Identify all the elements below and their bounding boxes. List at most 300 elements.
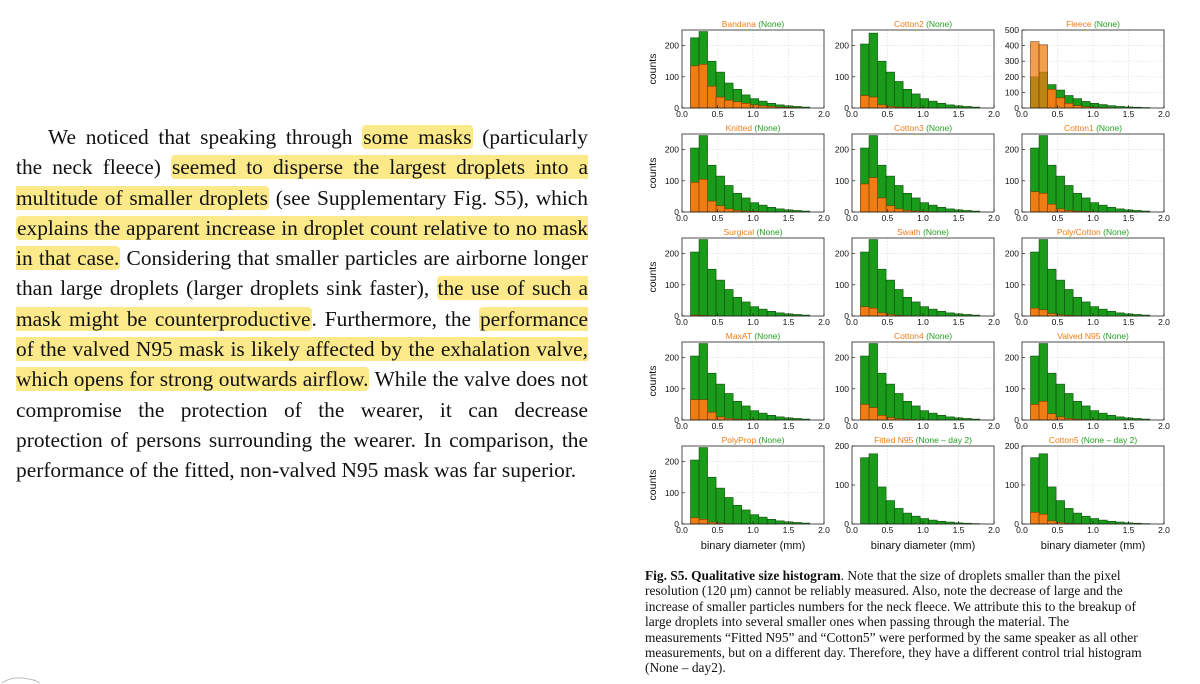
panel-mask-name: Fleece — [1066, 19, 1092, 29]
y-tick-label: 200 — [834, 144, 849, 155]
control-bar — [912, 94, 921, 108]
mask-bar — [1031, 404, 1040, 420]
control-bar — [742, 302, 751, 316]
x-tick-label: 0.0 — [1016, 213, 1028, 223]
control-bar — [869, 454, 878, 524]
x-tick-label: 0.0 — [846, 317, 858, 327]
histogram-panel — [1005, 19, 1170, 119]
panel-title — [894, 19, 952, 29]
highlighted-text: explains the apparent increase in droplet count relative to no mask in that case. — [16, 215, 588, 271]
histogram-panel — [835, 435, 1000, 552]
panel-title — [726, 123, 781, 133]
panel-title — [726, 331, 781, 341]
panel-mask-name: Cotton4 — [893, 331, 924, 341]
mask-bar — [861, 184, 870, 212]
x-tick-label: 1.5 — [1122, 213, 1135, 223]
mask-bar — [1039, 45, 1048, 108]
x-tick-label: 1.0 — [1087, 525, 1099, 535]
control-bar — [912, 198, 921, 212]
x-tick-label: 1.5 — [952, 421, 965, 431]
control-bar — [895, 289, 904, 316]
y-tick-label: 200 — [834, 441, 849, 451]
control-bar — [759, 205, 768, 212]
x-tick-label: 0.0 — [846, 213, 858, 223]
mask-bar — [742, 103, 751, 108]
y-tick-label: 400 — [1004, 40, 1019, 51]
y-tick-label: 100 — [834, 279, 849, 290]
y-tick-label: 100 — [664, 279, 679, 290]
x-tick-label: 0.0 — [1016, 525, 1028, 535]
histogram-panel — [647, 227, 830, 327]
control-bar — [1056, 384, 1065, 420]
control-bar — [878, 61, 887, 108]
y-tick-label: 100 — [1004, 383, 1019, 394]
panel-control-name: (None) — [754, 227, 783, 237]
panel-title — [722, 435, 785, 445]
control-bar — [1082, 302, 1091, 316]
control-bar — [937, 311, 946, 316]
y-tick-label: 200 — [1004, 144, 1019, 155]
y-tick-label: 0 — [674, 311, 679, 321]
x-tick-label: 2.0 — [818, 213, 830, 223]
control-bar — [946, 209, 955, 212]
x-tick-label: 0.5 — [1051, 109, 1064, 119]
x-tick-label: 1.5 — [952, 109, 965, 119]
x-tick-label: 2.0 — [988, 109, 1000, 119]
panel-title — [1066, 19, 1120, 29]
control-bar — [742, 406, 751, 420]
x-tick-label: 0.5 — [1051, 317, 1064, 327]
panel-title — [1057, 227, 1129, 237]
control-bar — [725, 289, 734, 316]
x-tick-label: 2.0 — [988, 317, 1000, 327]
panel-control-name: (None) — [752, 123, 781, 133]
mask-bar — [750, 105, 759, 108]
x-tick-label: 2.0 — [988, 525, 1000, 535]
control-bar — [946, 105, 955, 108]
control-bar — [1116, 417, 1125, 420]
histogram-panel — [835, 19, 1000, 119]
y-axis-label: counts — [647, 469, 659, 501]
control-bar — [869, 240, 878, 316]
x-tick-label: 0.0 — [1016, 109, 1028, 119]
control-bar — [716, 280, 725, 316]
control-bar — [1039, 240, 1048, 316]
mask-bar — [1039, 514, 1048, 524]
control-bar — [929, 520, 938, 524]
y-tick-label: 200 — [664, 352, 679, 363]
control-bar — [929, 205, 938, 212]
control-bar — [750, 411, 759, 420]
x-tick-label: 1.0 — [917, 317, 929, 327]
y-tick-label: 100 — [834, 71, 849, 82]
x-axis-label: binary diameter (mm) — [1040, 540, 1146, 552]
mask-bar — [1048, 89, 1057, 108]
mask-bar — [691, 66, 700, 108]
y-tick-label: 200 — [1004, 441, 1019, 451]
panel-mask-name: PolyProp — [721, 435, 757, 445]
control-bar — [1090, 411, 1099, 420]
y-tick-label: 100 — [664, 175, 679, 186]
x-tick-label: 1.0 — [747, 213, 759, 223]
y-tick-label: 200 — [1004, 352, 1019, 363]
mask-bar — [895, 209, 904, 212]
mask-bar — [878, 105, 887, 108]
control-bar — [1107, 521, 1116, 524]
control-bar — [733, 297, 742, 316]
page-curl-decoration — [0, 676, 60, 684]
mask-bar — [1048, 204, 1057, 212]
x-tick-label: 2.0 — [818, 421, 830, 431]
control-bar — [861, 458, 870, 524]
highlighted-text: performance of the valved N95 mask is likely affected by the exhalation valve, which opens for strong outwards airflow. — [16, 306, 589, 392]
x-tick-label: 1.0 — [917, 213, 929, 223]
y-tick-label: 200 — [834, 352, 849, 363]
control-bar — [946, 313, 955, 316]
control-bar — [903, 89, 912, 108]
x-tick-label: 0.0 — [676, 421, 688, 431]
panel-title — [894, 331, 952, 341]
control-bar — [1090, 203, 1099, 212]
control-bar — [776, 521, 785, 524]
control-bar — [1116, 313, 1125, 316]
control-bar — [767, 207, 776, 212]
control-bar — [725, 497, 734, 524]
control-bar — [742, 198, 751, 212]
paragraph-text: We noticed that speaking through — [48, 125, 363, 149]
control-bar — [946, 417, 955, 420]
mask-bar — [699, 519, 708, 524]
mask-bar — [861, 96, 870, 108]
mask-bar — [869, 178, 878, 212]
panel-control-name: (None) — [755, 19, 785, 29]
control-bar — [929, 101, 938, 108]
control-bar — [912, 302, 921, 316]
x-tick-label: 0.0 — [1016, 317, 1028, 327]
y-tick-label: 0 — [844, 519, 849, 529]
histogram-panel — [1005, 331, 1170, 431]
control-bar — [776, 313, 785, 316]
control-bar — [920, 519, 929, 524]
panel-title — [1064, 123, 1122, 133]
control-bar — [1048, 269, 1057, 316]
y-tick-label: 500 — [1004, 25, 1019, 35]
control-bar — [912, 406, 921, 420]
control-bar — [759, 413, 768, 420]
control-bar — [1056, 501, 1065, 524]
x-tick-label: 1.0 — [917, 421, 929, 431]
y-tick-label: 200 — [664, 144, 679, 155]
y-tick-label: 200 — [1004, 71, 1019, 82]
x-tick-label: 2.0 — [1158, 109, 1170, 119]
control-bar — [1065, 289, 1074, 316]
x-tick-label: 0.5 — [881, 109, 894, 119]
control-bar — [1099, 520, 1108, 524]
control-bar — [1031, 252, 1040, 316]
mask-bar — [733, 102, 742, 108]
caption-text: . Note that the size of droplets smaller than the pixel resolution (120 μm) cannot be reliably measured. Also, note the decrease of large and the increase of smaller particles numbers for the neck fleece. We attribute this to the breakup of large droplets into several smaller ones when passing through the material. The measurements “Fitted N95” and “Cotton5” were performed by the same speaker as all other measurements, but on a different day. Therefore, they have a different control trial histogram (None – day2). — [645, 568, 1142, 676]
x-tick-label: 0.0 — [1016, 421, 1028, 431]
control-bar — [895, 508, 904, 524]
x-tick-label: 0.0 — [846, 525, 858, 535]
caption-title: Fig. S5. Qualitative size histogram — [645, 568, 841, 583]
panel-mask-name: Swath — [897, 227, 921, 237]
panel-title — [874, 435, 972, 445]
x-tick-label: 1.5 — [1122, 525, 1135, 535]
x-tick-label: 0.0 — [676, 213, 688, 223]
y-tick-label: 0 — [1014, 103, 1019, 113]
control-bar — [1048, 373, 1057, 420]
y-tick-label: 300 — [1004, 56, 1019, 67]
control-bar — [708, 477, 717, 524]
control-bar — [1073, 513, 1082, 524]
y-tick-label: 0 — [674, 103, 679, 113]
mask-bar — [1039, 193, 1048, 212]
control-bar — [716, 384, 725, 420]
panel-title — [722, 19, 785, 29]
histogram-panel — [1005, 435, 1170, 552]
control-bar — [776, 417, 785, 420]
x-tick-label: 2.0 — [818, 109, 830, 119]
paragraph-text: . Furthermore, the — [311, 306, 479, 331]
x-tick-label: 1.0 — [1087, 213, 1099, 223]
control-bar — [759, 309, 768, 316]
mask-bar — [1048, 521, 1057, 524]
panel-control-name: (None) — [756, 435, 785, 445]
x-tick-label: 0.5 — [881, 213, 894, 223]
control-bar — [886, 280, 895, 316]
x-tick-label: 0.5 — [711, 213, 724, 223]
control-bar — [929, 413, 938, 420]
x-tick-label: 0.0 — [676, 525, 688, 535]
control-bar — [903, 297, 912, 316]
control-bar — [1082, 516, 1091, 524]
control-bar — [920, 203, 929, 212]
y-tick-label: 200 — [664, 248, 679, 259]
mask-bar — [869, 408, 878, 420]
panel-control-name: (None) — [1093, 123, 1123, 133]
mask-bar — [708, 201, 717, 212]
control-bar — [776, 209, 785, 212]
mask-bar — [708, 86, 717, 108]
y-tick-label: 100 — [1004, 480, 1019, 490]
x-axis-label: binary diameter (mm) — [870, 540, 976, 552]
y-tick-label: 0 — [844, 311, 849, 321]
panel-mask-name: Knitted — [725, 123, 753, 133]
control-bar — [1065, 393, 1074, 420]
control-bar — [733, 401, 742, 420]
control-bar — [903, 193, 912, 212]
control-bar — [895, 185, 904, 212]
y-tick-label: 100 — [664, 487, 679, 498]
x-tick-label: 0.5 — [1051, 421, 1064, 431]
panel-control-name: (None) — [1100, 227, 1130, 237]
control-bar — [733, 193, 742, 212]
y-axis-label: counts — [647, 157, 659, 189]
y-axis-label: counts — [647, 261, 659, 293]
y-tick-label: 100 — [834, 480, 849, 490]
x-tick-label: 1.0 — [747, 525, 759, 535]
control-bar — [886, 72, 895, 108]
control-bar — [903, 513, 912, 524]
control-bar — [725, 185, 734, 212]
y-tick-label: 0 — [1014, 311, 1019, 321]
panel-control-name: (None) — [923, 123, 953, 133]
x-tick-label: 1.0 — [1087, 109, 1099, 119]
x-tick-label: 1.5 — [782, 525, 795, 535]
mask-bar — [1039, 310, 1048, 316]
panel-title — [1049, 435, 1138, 445]
control-bar — [699, 240, 708, 316]
panel-control-name: (None) — [751, 331, 781, 341]
histogram-panel — [835, 123, 1000, 223]
x-axis-label: binary diameter (mm) — [700, 540, 806, 552]
control-bar — [699, 448, 708, 524]
mask-bar — [699, 400, 708, 420]
control-bar — [912, 516, 921, 524]
control-bar — [1073, 401, 1082, 420]
highlighted-text: seemed to disperse the largest droplets into a multitude of smaller droplets — [16, 155, 588, 210]
panel-control-name: (None) — [1100, 331, 1129, 341]
y-tick-label: 0 — [844, 207, 849, 217]
mask-bar — [691, 518, 700, 524]
x-tick-label: 1.0 — [1087, 317, 1099, 327]
y-tick-label: 0 — [844, 415, 849, 425]
control-bar — [937, 415, 946, 420]
mask-bar — [699, 64, 708, 108]
panel-control-name: (None) — [923, 331, 953, 341]
mask-bar — [861, 307, 870, 316]
control-bar — [1107, 415, 1116, 420]
control-bar — [1065, 508, 1074, 524]
x-tick-label: 1.0 — [747, 109, 759, 119]
control-bar — [1099, 205, 1108, 212]
control-bar — [767, 311, 776, 316]
panel-control-name: (None – day 2) — [913, 435, 972, 445]
x-tick-label: 1.5 — [1122, 421, 1135, 431]
control-bar — [1039, 454, 1048, 524]
mask-bar — [1031, 192, 1040, 212]
control-bar — [1082, 198, 1091, 212]
x-tick-label: 0.0 — [846, 421, 858, 431]
x-tick-label: 1.5 — [952, 213, 965, 223]
panel-mask-name: Bandana — [721, 19, 756, 29]
control-bar — [878, 373, 887, 420]
control-bar — [1056, 280, 1065, 316]
control-bar — [767, 519, 776, 524]
x-tick-label: 1.0 — [747, 317, 759, 327]
mask-bar — [691, 182, 700, 212]
paragraph-text: While the valve does not compromise the protection of the wearer, it can decrease protection of persons surrounding the wearer. In comparison, the performance of the fitted, non-valved N95 mask was far superior. — [16, 367, 588, 483]
x-tick-label: 0.5 — [881, 421, 894, 431]
control-bar — [691, 460, 700, 524]
panel-mask-name: Poly/Cotton — [1056, 227, 1101, 237]
mask-bar — [878, 415, 887, 420]
x-tick-label: 0.5 — [881, 525, 894, 535]
panel-mask-name: Surgical — [723, 227, 755, 237]
control-bar — [1065, 185, 1074, 212]
histogram-grid-svg — [630, 0, 1200, 560]
control-bar — [903, 401, 912, 420]
x-tick-label: 2.0 — [1158, 213, 1170, 223]
mask-bar — [1048, 414, 1057, 420]
x-tick-label: 0.5 — [711, 421, 724, 431]
mask-bar — [725, 100, 734, 108]
control-bar — [708, 269, 717, 316]
x-tick-label: 2.0 — [818, 317, 830, 327]
panel-control-name: (None) — [923, 19, 953, 29]
x-tick-label: 1.5 — [782, 213, 795, 223]
x-tick-label: 1.5 — [782, 109, 795, 119]
x-tick-label: 1.5 — [952, 317, 965, 327]
x-tick-label: 0.5 — [881, 317, 894, 327]
x-tick-label: 1.0 — [1087, 421, 1099, 431]
mask-bar — [1031, 42, 1040, 108]
x-tick-label: 0.0 — [676, 317, 688, 327]
panel-control-name: (None) — [920, 227, 949, 237]
mask-bar — [1031, 512, 1040, 524]
histogram-panel — [835, 331, 1000, 431]
control-bar — [895, 393, 904, 420]
panel-title — [894, 123, 952, 133]
body-paragraph — [16, 122, 588, 486]
y-tick-label: 0 — [1014, 207, 1019, 217]
highlighted-text: the use of such a mask might be counterproductive — [16, 276, 588, 331]
panel-mask-name: Valved N95 — [1057, 331, 1101, 341]
paragraph-text: (see Supplementary Fig. S5), which — [269, 185, 588, 210]
histogram-panel — [1005, 123, 1170, 223]
mask-bar — [869, 97, 878, 108]
y-tick-label: 100 — [834, 175, 849, 186]
mask-bar — [1031, 308, 1040, 316]
histogram-panel — [647, 331, 830, 431]
y-tick-label: 100 — [834, 383, 849, 394]
control-bar — [750, 203, 759, 212]
control-bar — [920, 307, 929, 316]
panel-title — [1057, 331, 1129, 341]
x-tick-label: 0.5 — [711, 317, 724, 327]
control-bar — [895, 81, 904, 108]
control-bar — [750, 515, 759, 524]
mask-bar — [1039, 401, 1048, 420]
y-tick-label: 0 — [1014, 415, 1019, 425]
mask-bar — [878, 198, 887, 212]
panel-mask-name: Fitted N95 — [874, 435, 914, 445]
panel-title — [897, 227, 949, 237]
control-bar — [1107, 311, 1116, 316]
x-tick-label: 0.0 — [676, 109, 688, 119]
control-bar — [1107, 207, 1116, 212]
y-tick-label: 100 — [1004, 175, 1019, 186]
control-bar — [767, 415, 776, 420]
x-tick-label: 2.0 — [1158, 421, 1170, 431]
y-tick-label: 100 — [1004, 87, 1019, 98]
panel-mask-name: MaxAT — [725, 331, 752, 341]
y-tick-label: 100 — [664, 383, 679, 394]
y-tick-label: 0 — [1014, 519, 1019, 529]
mask-bar — [861, 404, 870, 420]
y-tick-label: 200 — [834, 248, 849, 259]
x-tick-label: 1.0 — [917, 109, 929, 119]
histogram-panel — [647, 123, 830, 223]
control-bar — [869, 33, 878, 108]
control-bar — [1099, 309, 1108, 316]
y-tick-label: 200 — [1004, 248, 1019, 259]
control-bar — [691, 252, 700, 316]
control-bar — [920, 411, 929, 420]
control-bar — [1048, 487, 1057, 524]
panel-mask-name: Cotton2 — [893, 19, 924, 29]
